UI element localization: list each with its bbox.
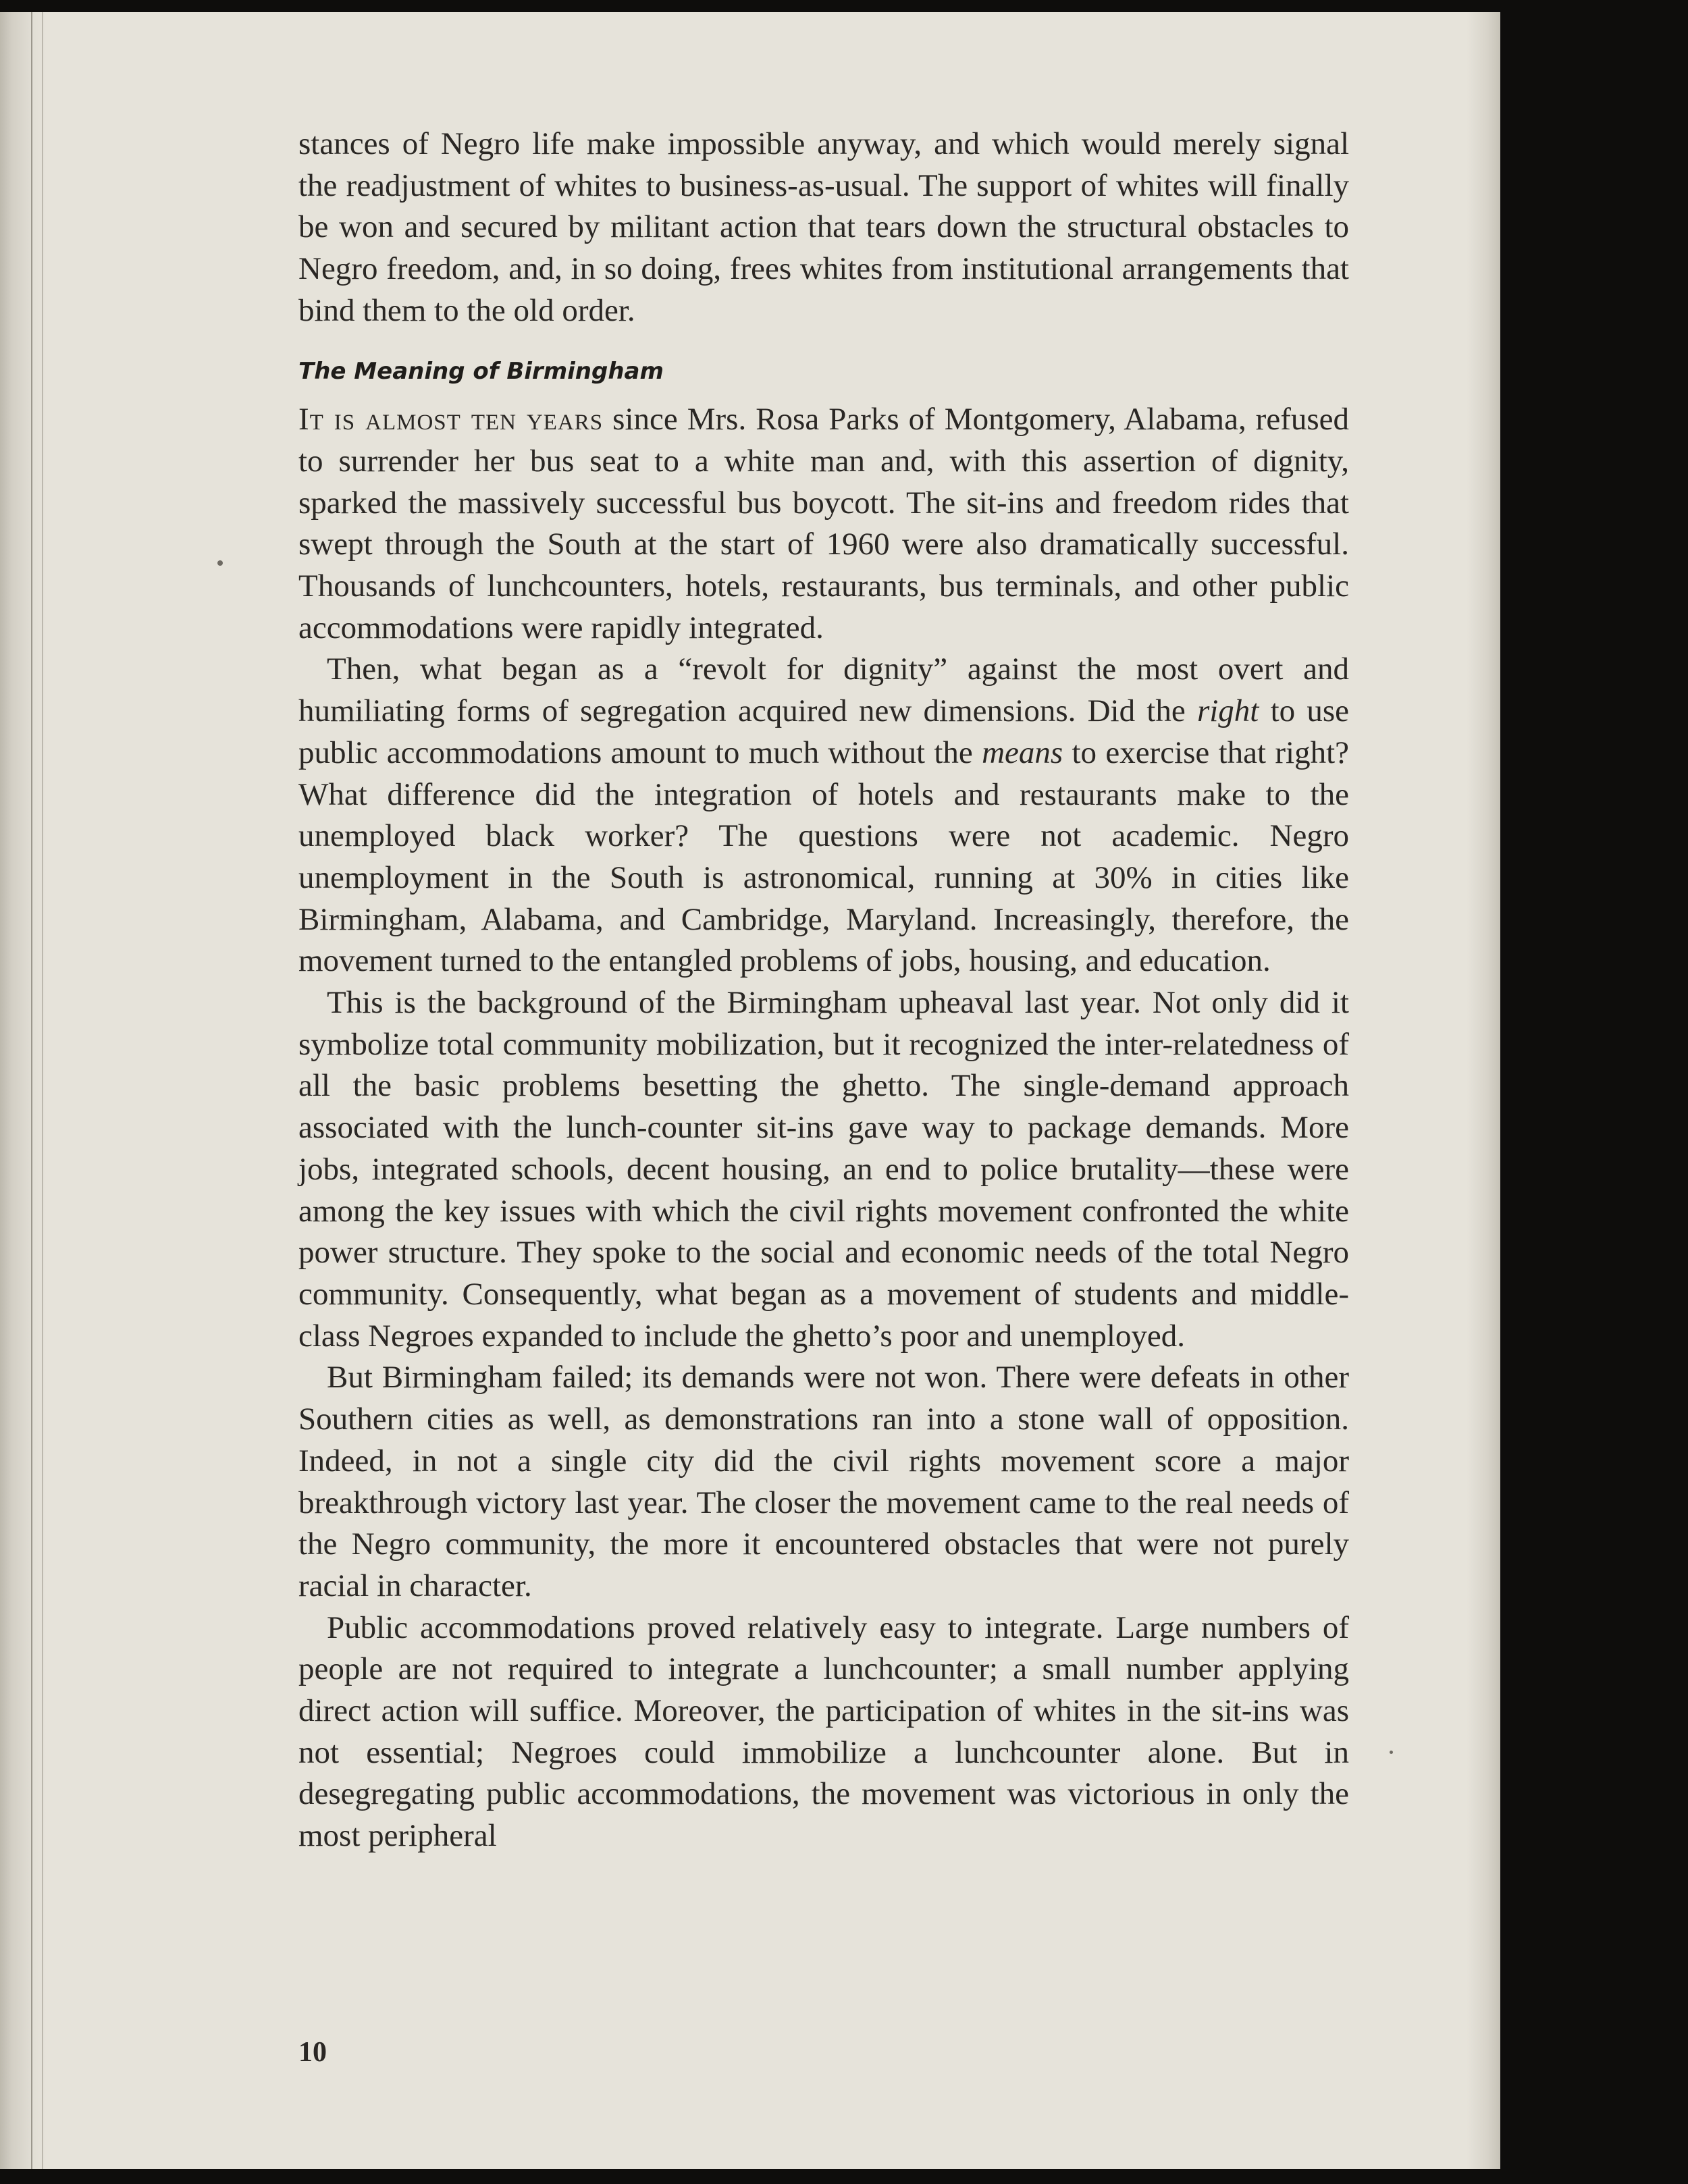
page-binding-edge bbox=[0, 12, 47, 2169]
paragraph-2-text-a: Then, what began as a “revolt for dignity” against the most overt and humiliating forms of segregation acquired new dimensions. Did the bbox=[298, 651, 1349, 729]
gutter-line bbox=[31, 12, 32, 2169]
paragraph-4: But Birmingham failed; its demands were not won. There were defeats in other Southern cities as well, as demonstrations ran into a stone wall of opposition. Indeed, in not a single city did the civil rights movement score a major breakthrough victory last year. The closer the movement came to the real needs of the Negro community, the more it encountered obstacles that were not purely racial in character. bbox=[298, 1360, 1349, 1603]
paper-speck bbox=[217, 560, 223, 566]
paragraph-2-text-c: to exercise that right? What difference did the integration of hotels and restaurants make to the unemployed black worker? The questions were not academic. Negro unemployment in the South is astronomical, running at 30% in cities like Birmingham, Alabama, and Cambridge, Maryland. Increasingly, therefore, the movement turned to the entangled problems of jobs, housing, and education. bbox=[298, 735, 1350, 979]
paragraph-5: Public accommodations proved relatively easy to integrate. Large numbers of people are not required to integrate a lunchcounter; a small number applying direct action will suffice. Moreover, the participation of whites in the sit-ins was not essential; Negroes could immobilize a lunchcounter alone. But in desegregating public accommodations, the movement was victorious in only the most peripheral bbox=[298, 1609, 1349, 1854]
page-number: 10 bbox=[298, 2037, 327, 2068]
paragraph-1 bbox=[298, 399, 1349, 649]
gutter-line bbox=[42, 12, 43, 2169]
emphasis-means: means bbox=[982, 735, 1063, 770]
paper-speck bbox=[1390, 1751, 1393, 1754]
page-outer-edge bbox=[1467, 12, 1500, 2169]
paragraph-2 bbox=[298, 649, 1349, 982]
book-page bbox=[0, 12, 1500, 2169]
section-heading: The Meaning of Birmingham bbox=[298, 357, 664, 385]
paragraph-3: This is the background of the Birmingham upheaval last year. Not only did it symbolize total community mobilization, but it recognized the inter-relatedness of all the basic problems besetting the ghetto. The single-demand approach associated with the lunch-counter sit-ins gave way to package demands. More jobs, integrated schools, decent housing, an end to police brutality—these were among the key issues with which the civil rights movement confronted the white power structure. They spoke to the social and economic needs of the total Negro community. Consequently, what began as a movement of students and middle-class Negroes expanded to include the ghetto’s poor and unemployed. bbox=[298, 985, 1349, 1354]
paragraph-2-text-b: to use public accommodations amount to much without the bbox=[298, 693, 1349, 770]
paragraph-1-text: since Mrs. Rosa Parks of Montgomery, Alabama, refused to surrender her bus seat to a white man and, with this assertion of dignity, sparked the massively successful bus boycott. The sit-ins and freedom rides that swept through the South at the start of 1960 were also dramatically successful. Thousands of lunchcounters, hotels, restaurants, bus terminals, and other public accommodations were rapidly integrated. bbox=[298, 402, 1349, 645]
paragraph-lead-smallcaps: It is almost ten years bbox=[298, 402, 604, 437]
paragraph-intro: stances of Negro life make impossible anyway, and which would merely signal the readjustment of whites to business-as-usual. The support of whites will finally be won and secured by militant action that tears down the structural obstacles to Negro freedom, and, in so doing, frees whites from institutional arrangements that bind them to the old order. bbox=[298, 126, 1349, 328]
body-text bbox=[298, 124, 1349, 1857]
emphasis-right: right bbox=[1196, 693, 1259, 729]
